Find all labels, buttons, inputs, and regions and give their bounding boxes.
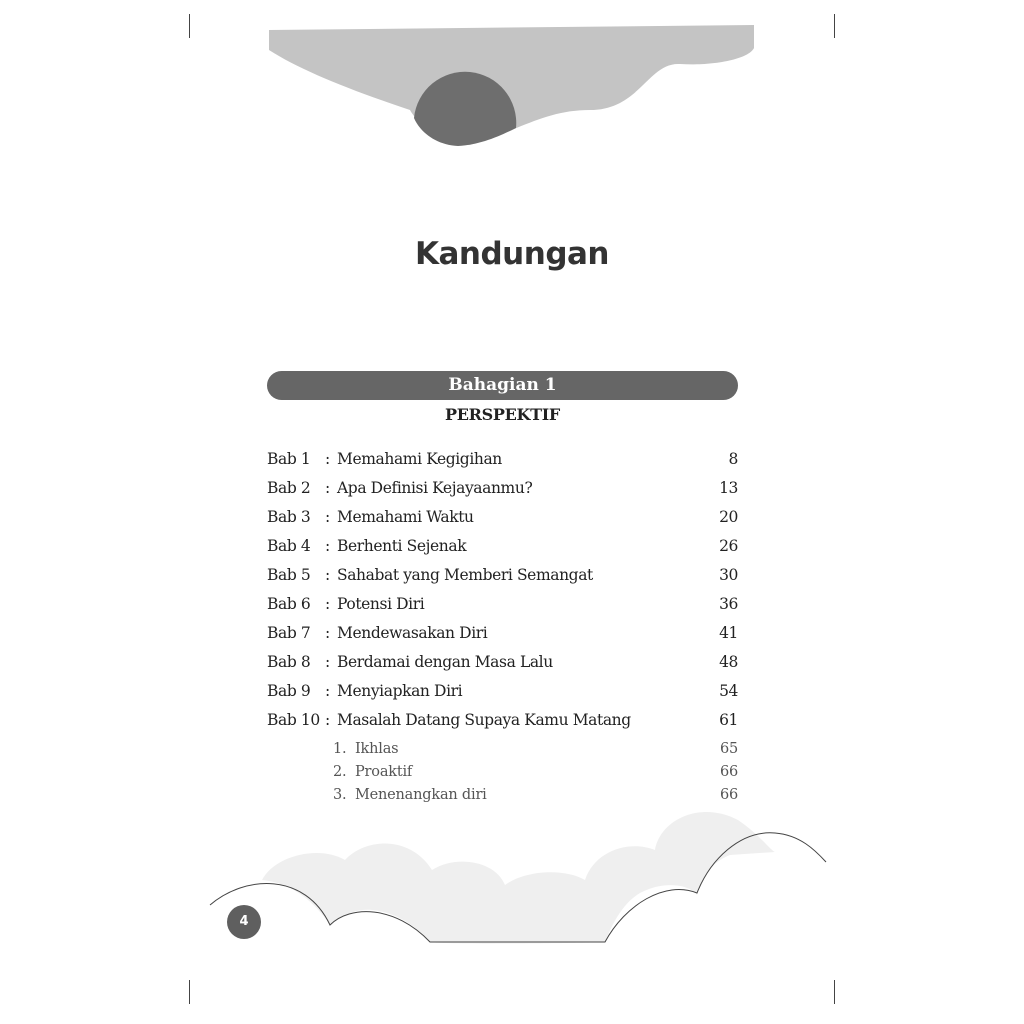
separator: : bbox=[325, 537, 330, 555]
separator: : bbox=[325, 566, 330, 584]
page-reference: 61 bbox=[719, 711, 738, 729]
chapter-title: Menyiapkan Diri bbox=[337, 682, 463, 700]
separator: : bbox=[325, 479, 330, 497]
chapter-title: Berhenti Sejenak bbox=[337, 537, 467, 555]
chapter-number: Bab 5 bbox=[267, 566, 311, 584]
chapter-number: Bab 9 bbox=[267, 682, 311, 700]
page-reference: 30 bbox=[719, 566, 738, 584]
subsection-title: Menenangkan diri bbox=[355, 787, 487, 803]
chapter-title: Berdamai dengan Masa Lalu bbox=[337, 653, 553, 671]
page-reference: 41 bbox=[719, 624, 738, 642]
section-subtitle: PERSPEKTIF bbox=[445, 405, 560, 424]
chapter-number: Bab 4 bbox=[267, 537, 311, 555]
page-number-badge: 4 bbox=[227, 905, 261, 939]
page-reference: 13 bbox=[719, 479, 738, 497]
chapter-number: Bab 3 bbox=[267, 508, 311, 526]
chapter-title: Sahabat yang Memberi Semangat bbox=[337, 566, 593, 584]
page-reference: 48 bbox=[719, 653, 738, 671]
cloud-fill bbox=[262, 812, 775, 944]
separator: : bbox=[325, 595, 330, 613]
page-reference: 66 bbox=[719, 787, 738, 803]
separator: : bbox=[325, 450, 330, 468]
chapter-title: Potensi Diri bbox=[337, 595, 425, 613]
chapter-number: Bab 8 bbox=[267, 653, 311, 671]
page-reference: 65 bbox=[719, 741, 738, 757]
separator: : bbox=[325, 508, 330, 526]
separator: : bbox=[325, 682, 330, 700]
chapter-number: Bab 1 bbox=[267, 450, 311, 468]
page-reference: 20 bbox=[719, 508, 738, 526]
subsection-number: 2. bbox=[333, 764, 347, 780]
section-label-bar: Bahagian 1 bbox=[267, 371, 738, 400]
chapter-title: Memahami Waktu bbox=[337, 508, 474, 526]
page-reference: 8 bbox=[728, 450, 738, 468]
subsection-title: Ikhlas bbox=[355, 741, 399, 757]
subsection-number: 1. bbox=[333, 741, 347, 757]
chapter-number: Bab 10 bbox=[267, 711, 320, 729]
chapter-title: Memahami Kegigihan bbox=[337, 450, 502, 468]
page-reference: 66 bbox=[719, 764, 738, 780]
chapter-number: Bab 6 bbox=[267, 595, 311, 613]
chapter-number: Bab 2 bbox=[267, 479, 311, 497]
chapter-title: Masalah Datang Supaya Kamu Matang bbox=[337, 711, 631, 729]
subsection-number: 3. bbox=[333, 787, 347, 803]
chapter-title: Apa Definisi Kejayaanmu? bbox=[337, 479, 533, 497]
subsection-title: Proaktif bbox=[355, 764, 413, 780]
page-title: Kandungan bbox=[414, 236, 610, 272]
separator: : bbox=[325, 624, 330, 642]
page-reference: 54 bbox=[719, 682, 738, 700]
separator: : bbox=[325, 653, 330, 671]
chapter-title: Mendewasakan Diri bbox=[337, 624, 488, 642]
page-reference: 36 bbox=[719, 595, 738, 613]
page-reference: 26 bbox=[719, 537, 738, 555]
chapter-number: Bab 7 bbox=[267, 624, 311, 642]
separator: : bbox=[325, 711, 330, 729]
